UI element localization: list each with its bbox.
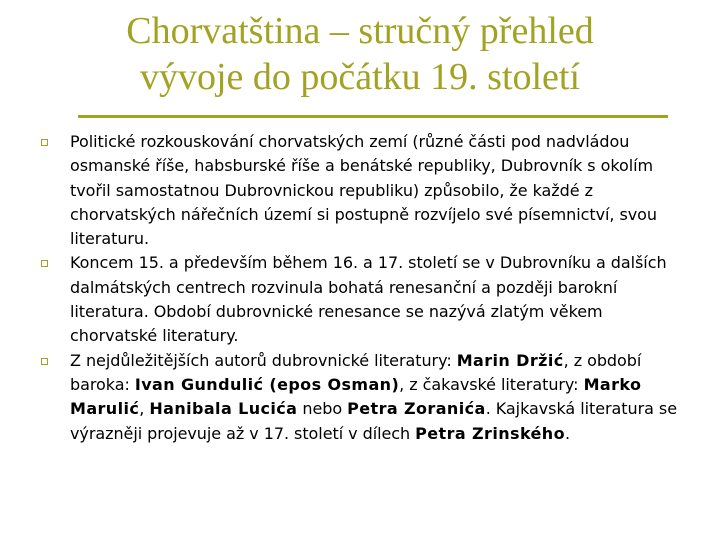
author-name: Hanibala Lucića (149, 399, 298, 419)
bullet-item-2 (33, 251, 683, 348)
author-name: Ivan Gundulić (epos Osman) (134, 374, 400, 394)
title-underline (78, 115, 668, 118)
bullet-text: Koncem 15. a především během 16. a 17. století se v Dubrovníku a dalších dalmátských centrech rozvinula bohatá renesanční a později barokní literatura. Období dubrovnické renesance se nazývá zlatým věkem chorvatské literatury. (70, 253, 667, 346)
author-name: Petra Zrinského (415, 423, 565, 443)
text-segment: . (565, 423, 571, 443)
author-name: Marko Marulić (70, 374, 642, 419)
text-segment: . Kajkavská literatura se výrazněji projevuje až v 17. století v dílech (70, 399, 677, 443)
author-name: Marin Držić (456, 350, 564, 370)
square-bullet-icon (41, 139, 48, 146)
author-name: Petra Zoranića (347, 399, 486, 419)
text-segment: Z nejdůležitějších autorů dubrovnické literatury: (70, 350, 457, 370)
bullet-item-3 (33, 349, 683, 446)
square-bullet-icon (41, 260, 48, 267)
bullet-text (70, 351, 677, 443)
bullet-text: Politické rozkouskování chorvatských zemí (různé části pod nadvládou osmanské říše, habsburské říše a benátské republiky, Dubrovník s okolím tvořil samostatnou Dubrovnickou republiku) způsobilo, že každé z chorvatských nářečních území si postupně rozvíjelo své písemnictví, svou literaturu. (70, 132, 658, 249)
slide-title (40, 8, 680, 100)
text-segment: , z čakavské literatury: (399, 374, 584, 394)
square-bullet-icon (41, 358, 48, 365)
bullet-list (33, 130, 683, 446)
bullet-item-1 (33, 130, 683, 251)
text-segment: nebo (297, 399, 348, 419)
slide-title-line-1: Chorvatština – stručný přehled (126, 10, 594, 52)
text-segment: , (139, 399, 150, 419)
text-segment: , z období baroka: (70, 350, 642, 394)
slide-title-line-2: vývoje do počátku 19. století (139, 56, 581, 98)
